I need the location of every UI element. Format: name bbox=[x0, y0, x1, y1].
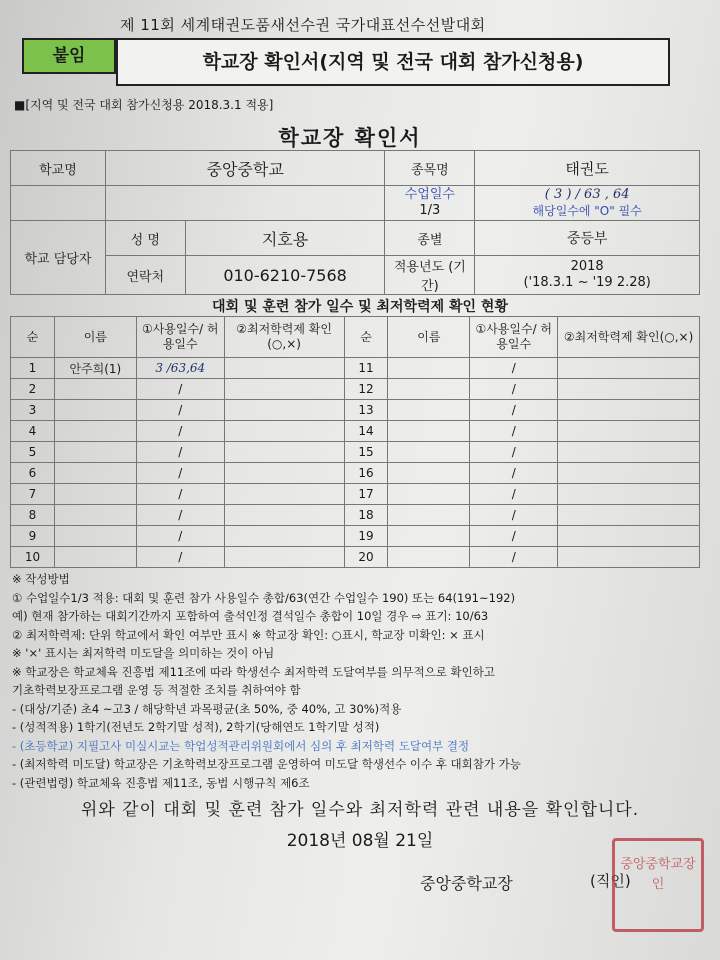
row-days: / bbox=[470, 358, 558, 379]
row-name bbox=[54, 526, 136, 547]
row-days: / bbox=[470, 379, 558, 400]
row-days: / bbox=[470, 421, 558, 442]
row-no: 7 bbox=[11, 484, 55, 505]
row-min-grade bbox=[558, 463, 700, 484]
applicable-note: ■[지역 및 전국 대회 참가신청용 2018.3.1 적용] bbox=[14, 98, 274, 112]
row-days: / bbox=[136, 505, 224, 526]
row-no: 16 bbox=[344, 463, 388, 484]
guide-line: ※ '×' 표시는 최저학력 미도달을 의미하는 것이 아님 bbox=[12, 646, 275, 660]
guide-line: - (성적적용) 1학기(전년도 2학기말 성적), 2학기(당해연도 1학기말 성적) bbox=[12, 720, 380, 734]
row-days: / bbox=[470, 505, 558, 526]
row-min-grade bbox=[558, 547, 700, 568]
row-no: 14 bbox=[344, 421, 388, 442]
contact-label: 연락처 bbox=[105, 256, 185, 295]
row-days: / bbox=[470, 547, 558, 568]
issue-date: 2018년 08월 21일 bbox=[286, 831, 434, 851]
row-min-grade bbox=[224, 463, 344, 484]
participation-section-title: 대회 및 훈련 참가 일수 및 최저학력제 확인 현황 bbox=[212, 299, 508, 315]
row-name bbox=[388, 358, 470, 379]
row-days: / bbox=[470, 484, 558, 505]
school-info-table bbox=[10, 150, 700, 295]
row-min-grade bbox=[224, 484, 344, 505]
writing-guide bbox=[12, 570, 712, 792]
days-value: ( 3 ) / 63 , 64 bbox=[544, 187, 630, 202]
row-no: 4 bbox=[11, 421, 55, 442]
row-name bbox=[54, 505, 136, 526]
row-min-grade bbox=[224, 526, 344, 547]
document-type: 학교장 확인서(지역 및 전국 대회 참가신청용) bbox=[116, 38, 670, 86]
row-name bbox=[54, 421, 136, 442]
seal-mark: (직인) bbox=[590, 872, 631, 890]
event-value: 태권도 bbox=[475, 151, 700, 186]
row-days: 3 /63,64 bbox=[136, 358, 224, 379]
header-days: ①사용일수/ 허용일수 bbox=[136, 317, 224, 358]
confirmation-statement: 위와 같이 대회 및 훈련 참가 일수와 최저학력 관련 내용을 확인합니다. bbox=[80, 800, 640, 820]
event-label: 종목명 bbox=[385, 151, 475, 186]
table-row bbox=[11, 400, 700, 421]
row-no: 5 bbox=[11, 442, 55, 463]
guide-line: - (초등학교) 지필고사 미실시교는 학업성적관리위원회에서 심의 후 최저학력 도달여부 결정 bbox=[12, 738, 470, 753]
guide-line: ※ 학교장은 학교체육 진흥법 제11조에 따라 학생선수 최저학력 도달여부를 의무적으로 확인하고 bbox=[12, 664, 495, 679]
row-no: 12 bbox=[344, 379, 388, 400]
row-name bbox=[388, 484, 470, 505]
row-no: 10 bbox=[11, 547, 55, 568]
seal-text: 중앙중학교장인 bbox=[620, 857, 696, 892]
row-name: 안주희(1) bbox=[54, 358, 136, 379]
row-name bbox=[388, 379, 470, 400]
contact-value: 010-6210-7568 bbox=[185, 256, 385, 295]
row-no: 9 bbox=[11, 526, 55, 547]
row-no: 6 bbox=[11, 463, 55, 484]
row-name bbox=[54, 379, 136, 400]
row-days: / bbox=[470, 526, 558, 547]
name-value: 지호용 bbox=[185, 221, 385, 256]
manager-label: 학교 담당자 bbox=[11, 221, 106, 295]
row-name bbox=[388, 526, 470, 547]
row-name bbox=[388, 463, 470, 484]
row-min-grade bbox=[558, 358, 700, 379]
division-value: 중등부 bbox=[475, 221, 700, 256]
header-min-grade: ②최저학력제 확인(○,×) bbox=[558, 317, 700, 358]
row-days: / bbox=[470, 400, 558, 421]
row-no: 19 bbox=[344, 526, 388, 547]
row-name bbox=[54, 484, 136, 505]
guide-line: ① 수업일수1/3 적용: 대회 및 훈련 참가 사용일수 총합/63(연간 수업일수 190) 또는 64(191~192) bbox=[12, 590, 516, 605]
guide-line: 예) 현재 참가하는 대회기간까지 포함하여 출석인정 결석일수 총합이 10일 경우 ⇨ 표기: 10/63 bbox=[12, 609, 489, 623]
row-min-grade bbox=[558, 400, 700, 421]
row-days: / bbox=[136, 526, 224, 547]
row-no: 3 bbox=[11, 400, 55, 421]
header-no: 순 bbox=[344, 317, 388, 358]
row-days: / bbox=[136, 547, 224, 568]
row-days: / bbox=[470, 463, 558, 484]
name-label: 성 명 bbox=[105, 221, 185, 256]
row-name bbox=[54, 400, 136, 421]
table-row bbox=[11, 505, 700, 526]
row-name bbox=[388, 505, 470, 526]
row-no: 18 bbox=[344, 505, 388, 526]
table-row bbox=[11, 358, 700, 379]
header-name: 이름 bbox=[388, 317, 470, 358]
table-row bbox=[11, 526, 700, 547]
days-ratio: 1/3 bbox=[419, 203, 441, 218]
official-seal-icon bbox=[612, 838, 704, 932]
row-min-grade bbox=[224, 379, 344, 400]
row-min-grade bbox=[558, 526, 700, 547]
event-title: 제 11회 세계태권도품새선수권 국가대표선수선발대회 bbox=[120, 16, 486, 34]
row-days: / bbox=[136, 463, 224, 484]
guide-line: ② 최저학력제: 단위 학교에서 확인 여부만 표시 ※ 학교장 확인: ○표시, 학교장 미확인: × 표시 bbox=[12, 627, 485, 642]
header-days: ①사용일수/ 허용일수 bbox=[470, 317, 558, 358]
table-row bbox=[11, 484, 700, 505]
row-days: / bbox=[136, 379, 224, 400]
row-days: / bbox=[470, 442, 558, 463]
document-title: 학교장 확인서 bbox=[278, 126, 422, 150]
row-no: 11 bbox=[344, 358, 388, 379]
row-name bbox=[54, 547, 136, 568]
row-min-grade bbox=[558, 421, 700, 442]
row-days: / bbox=[136, 484, 224, 505]
row-min-grade bbox=[224, 505, 344, 526]
row-no: 1 bbox=[11, 358, 55, 379]
table-row bbox=[11, 547, 700, 568]
row-days: / bbox=[136, 400, 224, 421]
table-row bbox=[11, 463, 700, 484]
guide-line: - (관련법령) 학교체육 진흥법 제11조, 동법 시행규칙 제6조 bbox=[12, 775, 310, 790]
row-no: 8 bbox=[11, 505, 55, 526]
guide-line: - (최저학력 미도달) 학교장은 기초학력보장프로그램 운영하여 미도달 학생선수 이수 후 대회참가 가능 bbox=[12, 757, 521, 771]
division-label: 종별 bbox=[385, 221, 475, 256]
header-no: 순 bbox=[11, 317, 55, 358]
row-name bbox=[388, 442, 470, 463]
row-no: 20 bbox=[344, 547, 388, 568]
row-name bbox=[54, 442, 136, 463]
row-min-grade bbox=[224, 421, 344, 442]
attachment-badge: 붙임 bbox=[22, 38, 116, 74]
table-row bbox=[11, 379, 700, 400]
row-min-grade bbox=[224, 442, 344, 463]
year-label: 적용년도 (기간) bbox=[385, 256, 475, 295]
row-days: / bbox=[136, 421, 224, 442]
days-label: 수업일수 bbox=[404, 187, 455, 202]
row-min-grade bbox=[224, 400, 344, 421]
row-min-grade bbox=[558, 379, 700, 400]
row-no: 17 bbox=[344, 484, 388, 505]
school-label: 학교명 bbox=[11, 151, 106, 186]
header-name: 이름 bbox=[54, 317, 136, 358]
row-min-grade bbox=[224, 547, 344, 568]
header-min-grade: ②최저학력제 확인(○,×) bbox=[224, 317, 344, 358]
table-row bbox=[11, 442, 700, 463]
year-period: ('18.3.1 ~ '19 2.28) bbox=[523, 275, 651, 290]
principal-title: 중앙중학교장 bbox=[420, 874, 513, 893]
table-row bbox=[11, 421, 700, 442]
row-name bbox=[388, 400, 470, 421]
row-no: 13 bbox=[344, 400, 388, 421]
school-value: 중앙중학교 bbox=[105, 151, 385, 186]
participation-table bbox=[10, 316, 700, 568]
days-note: 해당일수에 "O" 필수 bbox=[532, 204, 642, 218]
row-min-grade bbox=[558, 442, 700, 463]
row-min-grade bbox=[558, 484, 700, 505]
row-no: 2 bbox=[11, 379, 55, 400]
row-name bbox=[388, 547, 470, 568]
row-days: / bbox=[136, 442, 224, 463]
row-no: 15 bbox=[344, 442, 388, 463]
row-name bbox=[54, 463, 136, 484]
row-name bbox=[388, 421, 470, 442]
row-min-grade bbox=[224, 358, 344, 379]
guide-line: ※ 작성방법 bbox=[12, 572, 70, 586]
row-min-grade bbox=[558, 505, 700, 526]
guide-line: 기초학력보장프로그램 운영 등 적절한 조치를 취하여야 함 bbox=[12, 683, 301, 697]
guide-line: - (대상/기준) 초4 ~고3 / 해당학년 과목평균(초 50%, 중 40%, 고 30%)적용 bbox=[12, 701, 402, 716]
year-value: 2018 bbox=[570, 259, 604, 274]
